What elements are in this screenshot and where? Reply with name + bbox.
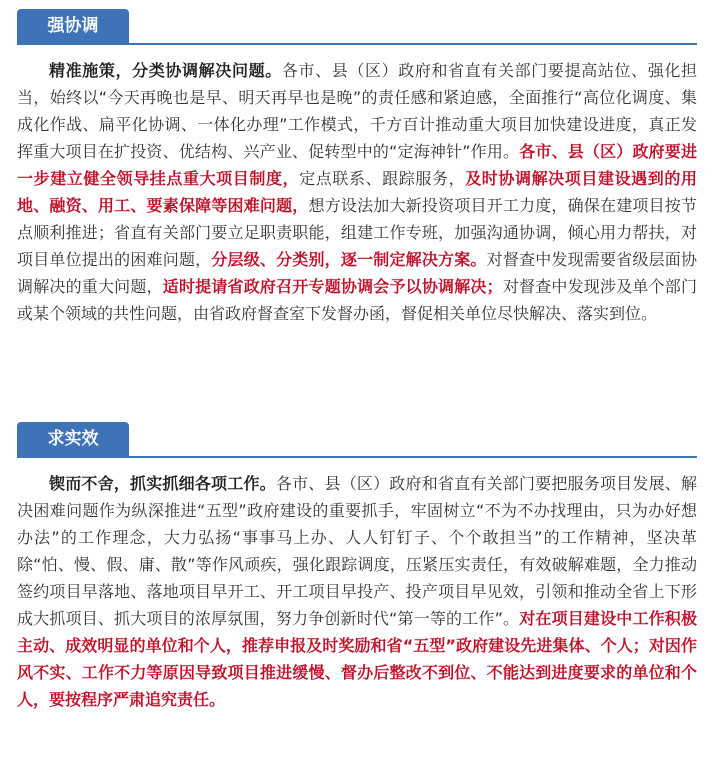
highlight-text: 分层级、分类别，逐一制定解决方案。 (211, 250, 487, 269)
body-text: 各市、县（区）政府和省直有关部门要提高站位、强化担当，始终以“今天再晚也是早、明天再早也是晚”的责任感和紧迫感，全面推行“高位化调度、集成化作战、扁平化协调、一体化办理”工作模式，千方百计推动重大项目加快建设进度，真正发挥重大项目在扩投资、优结构、兴产业、促转型中的“定海神针”作用。 (17, 61, 697, 161)
body-text: 对督查中发现涉及单个部门或某个领域的共性问题，由省政府督查室下发督办函，督促相关单位尽快解决、落实到位。 (17, 277, 697, 323)
body-text: 各市、县（区）政府和省直有关部门要把服务项目发展、解决困难问题作为纵深推进“五型”政府建设的重要抓手，牢固树立“不为不办找理由，只为办好想办法”的工作理念，大力弘扬“事事马上办、人人钉钉子、个个敢担当”的工作精神，坚决革除“怕、慢、假、庸、散”等作风顽疾，强化跟踪调度，压紧压实责任，有效破解难题，全力推动签约项目早落地、落地项目早开工、开工项目早投产、投产项目早见效，引领和推动全省上下形成大抓项目、抓大项目的浓厚氛围，努力争创新时代“第一等的工作”。 (17, 474, 697, 628)
section-paragraph (17, 470, 697, 713)
section-header (17, 422, 697, 460)
highlight-text: 及时协调解决项目建设遇到的用地、融资、用工、要素保障等困难问题， (17, 169, 697, 215)
highlight-text: 对在项目建设中工作积极主动、成效明显的单位和个人，推荐申报及时奖励和省“五型”政府建设先进集体、个人；对因作风不实、工作不力等原因导致项目推进缓慢、督办后整改不到位、不能达到进度要求的单位和个人，要按程序严肃追究责任。 (17, 609, 697, 709)
section-strong-coordination (17, 9, 697, 327)
highlight-text: 适时提请省政府召开专题协调会予以协调解决； (162, 277, 503, 296)
section-paragraph (17, 57, 697, 327)
section-header (17, 9, 697, 47)
section-seek-results (17, 422, 697, 713)
body-text: 定点联系、跟踪服务， (299, 169, 466, 188)
lead-sentence: 精准施策，分类协调解决问题。 (49, 61, 282, 80)
section-title-tab: 求实效 (17, 422, 129, 456)
section-title-tab: 强协调 (17, 9, 129, 43)
lead-sentence: 锲而不舍，抓实抓细各项工作。 (49, 474, 276, 493)
body-text: 对督查中发现需要省级层面协调解决的重大问题， (17, 250, 697, 296)
body-text: 想方设法加大新投资项目开工力度，确保在建项目按节点顺利推进；省直有关部门要立足职责职能，组建工作专班，加强沟通协调，倾心用力帮扶，对项目单位提出的困难问题， (17, 196, 697, 269)
section-divider (17, 456, 697, 458)
highlight-text: 各市、县（区）政府要进一步建立健全领导挂点重大项目制度， (17, 142, 697, 188)
section-divider (17, 43, 697, 45)
